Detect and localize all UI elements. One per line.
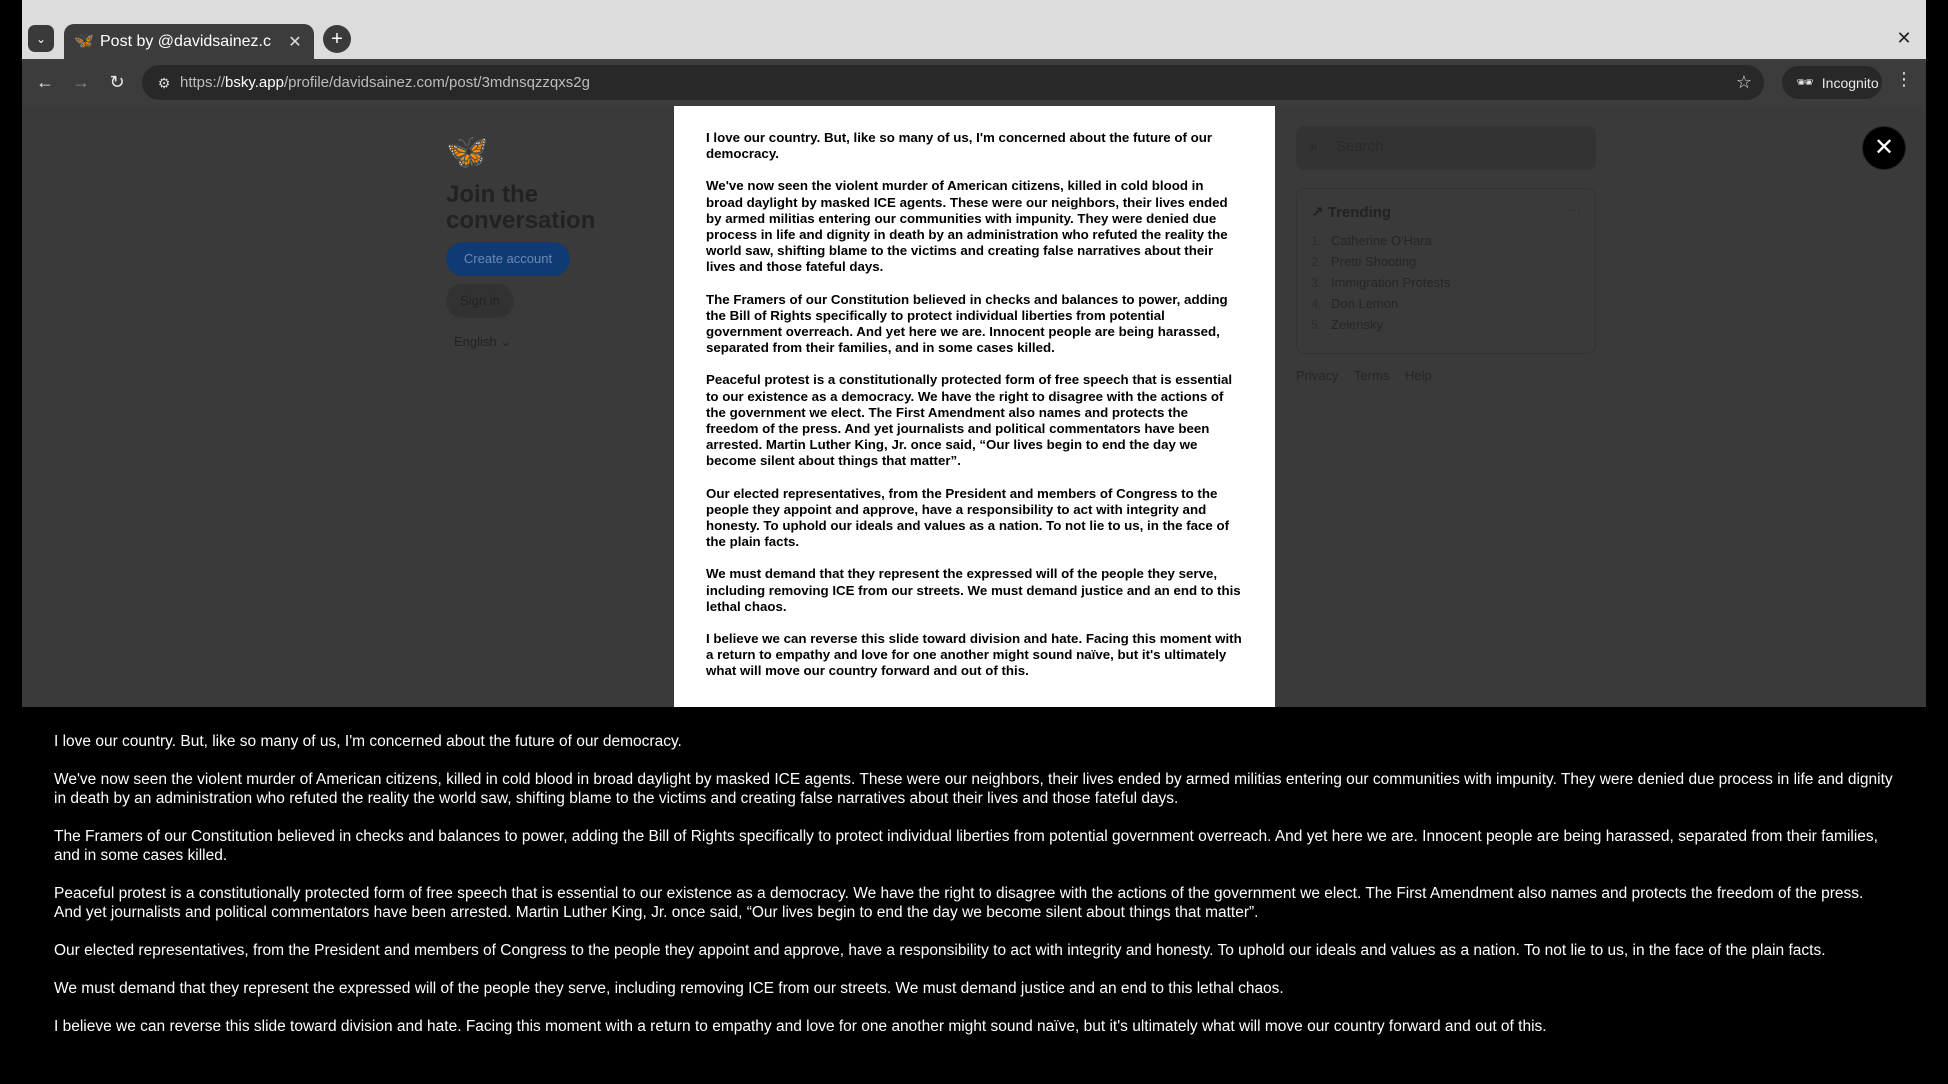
terms-link[interactable]: Terms [1354,368,1390,383]
sign-in-button[interactable]: Sign in [446,284,514,318]
alt-paragraph: We must demand that they represent the expressed will of the people they serve, including removing ICE from our streets. We must demand justice and an end to this lethal chaos. [54,980,1284,997]
image-alt-text [54,732,1894,1055]
tab-active[interactable] [64,24,314,59]
tab-strip [22,0,1926,59]
join-heading: Join the conversation [446,181,596,234]
trending-panel [1296,188,1596,354]
chevron-down-icon: ⌄ [35,31,47,46]
close-lightbox-button[interactable] [1862,126,1906,170]
trending-item[interactable] [1311,296,1450,317]
alt-paragraph: We've now seen the violent murder of American citizens, killed in cold blood in broad daylight by masked ICE agents. These were our neighbors, their lives ended by armed militias entering our communities with impunity. They were denied due process in life and dignity in death by an administration who refuted the reality the world saw, shifting blame to the victims and creating false narratives about their lives and those fateful days. [54,771,1893,807]
alt-paragraph: Our elected representatives, from the President and members of Congress to the people they appoint and approve, have a responsibility to act with integrity and honesty. To uphold our ideals and values as a nation. To not lie to us, in the face of the plain facts. [54,942,1826,959]
butterfly-icon: 🦋 [74,32,94,50]
trending-num: 4. [1311,296,1322,311]
trending-title [1311,203,1391,221]
trending-title-text: Trending [1327,204,1392,221]
window-close-button[interactable]: ✕ [1896,28,1912,48]
image-paragraph: I believe we can reverse this slide toward division and hate. Facing this moment with a return to empathy and love for one another might sound naïve, but it's ultimately what will move our country forward and out of this. [706,631,1242,679]
url-path: /profile/davidsainez.com/post/3mdnsqzzqxs2g [283,74,590,91]
chevron-down-icon: ⌄ [500,334,512,349]
trending-item[interactable] [1311,317,1450,338]
image-paragraph: Our elected representatives, from the President and members of Congress to the people they appoint and approve, have a responsibility to act with integrity and honesty. To uphold our ideals and values as a nation. To not lie to us, in the face of the plain facts. [706,485,1230,550]
tab-title: Post by @davidsainez.c [100,32,271,50]
reload-icon: ↻ [109,72,125,92]
trending-icon: ↗ [1311,204,1324,221]
plus-icon: + [331,27,343,50]
back-button[interactable] [32,69,58,95]
image-paragraph: We've now seen the violent murder of American citizens, killed in cold blood in broad daylight by masked ICE agents. These were our neighbors, their lives ended by armed militias entering our communities with impunity. They were denied due process in life and dignity in death by an administration who refuted the reality the world saw, shifting blame to the victims and creating false narratives about their lives and those fateful days. [706,178,1228,275]
url-text[interactable] [180,74,590,91]
trending-num: 5. [1311,317,1322,332]
url-prefix: https:// [180,74,226,91]
trending-num: 3. [1311,275,1322,290]
help-link[interactable]: Help [1405,368,1432,383]
language-label: English [454,334,497,349]
image-paragraph: I love our country. But, like so many of us, I'm concerned about the future of our democracy. [706,130,1213,162]
trending-item[interactable] [1311,275,1450,296]
search-input[interactable] [1296,126,1596,170]
trending-list [1311,233,1450,338]
language-select[interactable] [454,334,511,350]
star-icon[interactable]: ☆ [1735,72,1752,92]
image-paragraph: We must demand that they represent the expressed will of the people they serve, including removing ICE from our streets. We must demand justice and an end to this lethal chaos. [706,566,1241,614]
trending-label: Pretti Shooting [1331,254,1417,269]
image-paragraph: Peaceful protest is a constitutionally protected form of free speech that is essential to our existence as a democracy. We have the right to disagree with the actions of the government we elect. The First Amendment also names and protects the freedom of the press. And yet journalists and political commentators have been arrested. Martin Luther King, Jr. once said, “Our lives begin to end the day we become silent about things that matter”. [706,372,1233,469]
url-host: bsky.app [225,74,284,91]
address-bar[interactable] [142,65,1764,100]
create-account-button[interactable]: Create account [446,242,570,276]
post-image[interactable] [674,106,1275,707]
search-icon: ⌕ [1310,138,1319,155]
privacy-link[interactable]: Privacy [1296,368,1339,383]
incognito-icon: 🕶 [1796,74,1814,90]
alt-paragraph: I love our country. But, like so many of us, I'm concerned about the future of our democracy. [54,733,682,750]
trending-item[interactable] [1311,254,1450,275]
incognito-label: Incognito [1821,74,1879,91]
incognito-indicator[interactable] [1782,66,1882,99]
trending-num: 2. [1311,254,1322,269]
browser-chrome [22,0,1926,106]
trending-item[interactable] [1311,233,1450,254]
alt-paragraph: I believe we can reverse this slide toward division and hate. Facing this moment with a return to empathy and love for one another might sound naïve, but it's ultimately what will move our country forward and out of this. [54,1018,1547,1035]
image-paragraph: The Framers of our Constitution believed in checks and balances to power, adding the Bill of Rights specifically to protect individual liberties from potential government overreach. And yet here we are. Innocent people are being harassed, separated from their families, and in some cases killed. [706,291,1228,356]
trending-label: Don Lemon [1331,296,1399,311]
alt-paragraph: Peaceful protest is a constitutionally protected form of free speech that is essential to our existence as a democracy. We have the right to disagree with the actions of the government we elect. The First Amendment also names and protects the freedom of the press. And yet journalists and political commentators have been arrested. Martin Luther King, Jr. once said, “Our lives begin to end the day we become silent about things that matter”. [54,885,1864,921]
trending-num: 1. [1311,233,1322,248]
trending-label: Zelensky [1331,317,1384,332]
new-tab-button[interactable] [323,25,351,53]
toolbar [22,59,1926,106]
search-placeholder: Search [1336,138,1384,155]
arrow-right-icon: → [72,72,90,92]
close-icon: ✕ [1873,134,1895,161]
tab-search-button[interactable] [28,25,54,52]
arrow-left-icon: ← [36,72,54,92]
alt-paragraph: The Framers of our Constitution believed in checks and balances to power, adding the Bill of Rights specifically to protect individual liberties from potential government overreach. And yet here we are. Innocent people are being harassed, separated from their families, and in some cases killed. [54,828,1878,864]
trending-label: Immigration Protests [1331,275,1451,290]
reload-button[interactable] [104,69,130,95]
kebab-icon[interactable]: ⋮ [1895,69,1913,89]
footer-links [1296,368,1444,383]
butterfly-icon: 🦋 [446,133,489,171]
more-icon[interactable]: ··· [1567,201,1581,217]
tune-icon[interactable]: ⚙ [157,75,171,91]
close-icon[interactable]: ✕ [288,33,302,51]
trending-label: Catherine O'Hara [1331,233,1432,248]
forward-button[interactable] [68,69,94,95]
